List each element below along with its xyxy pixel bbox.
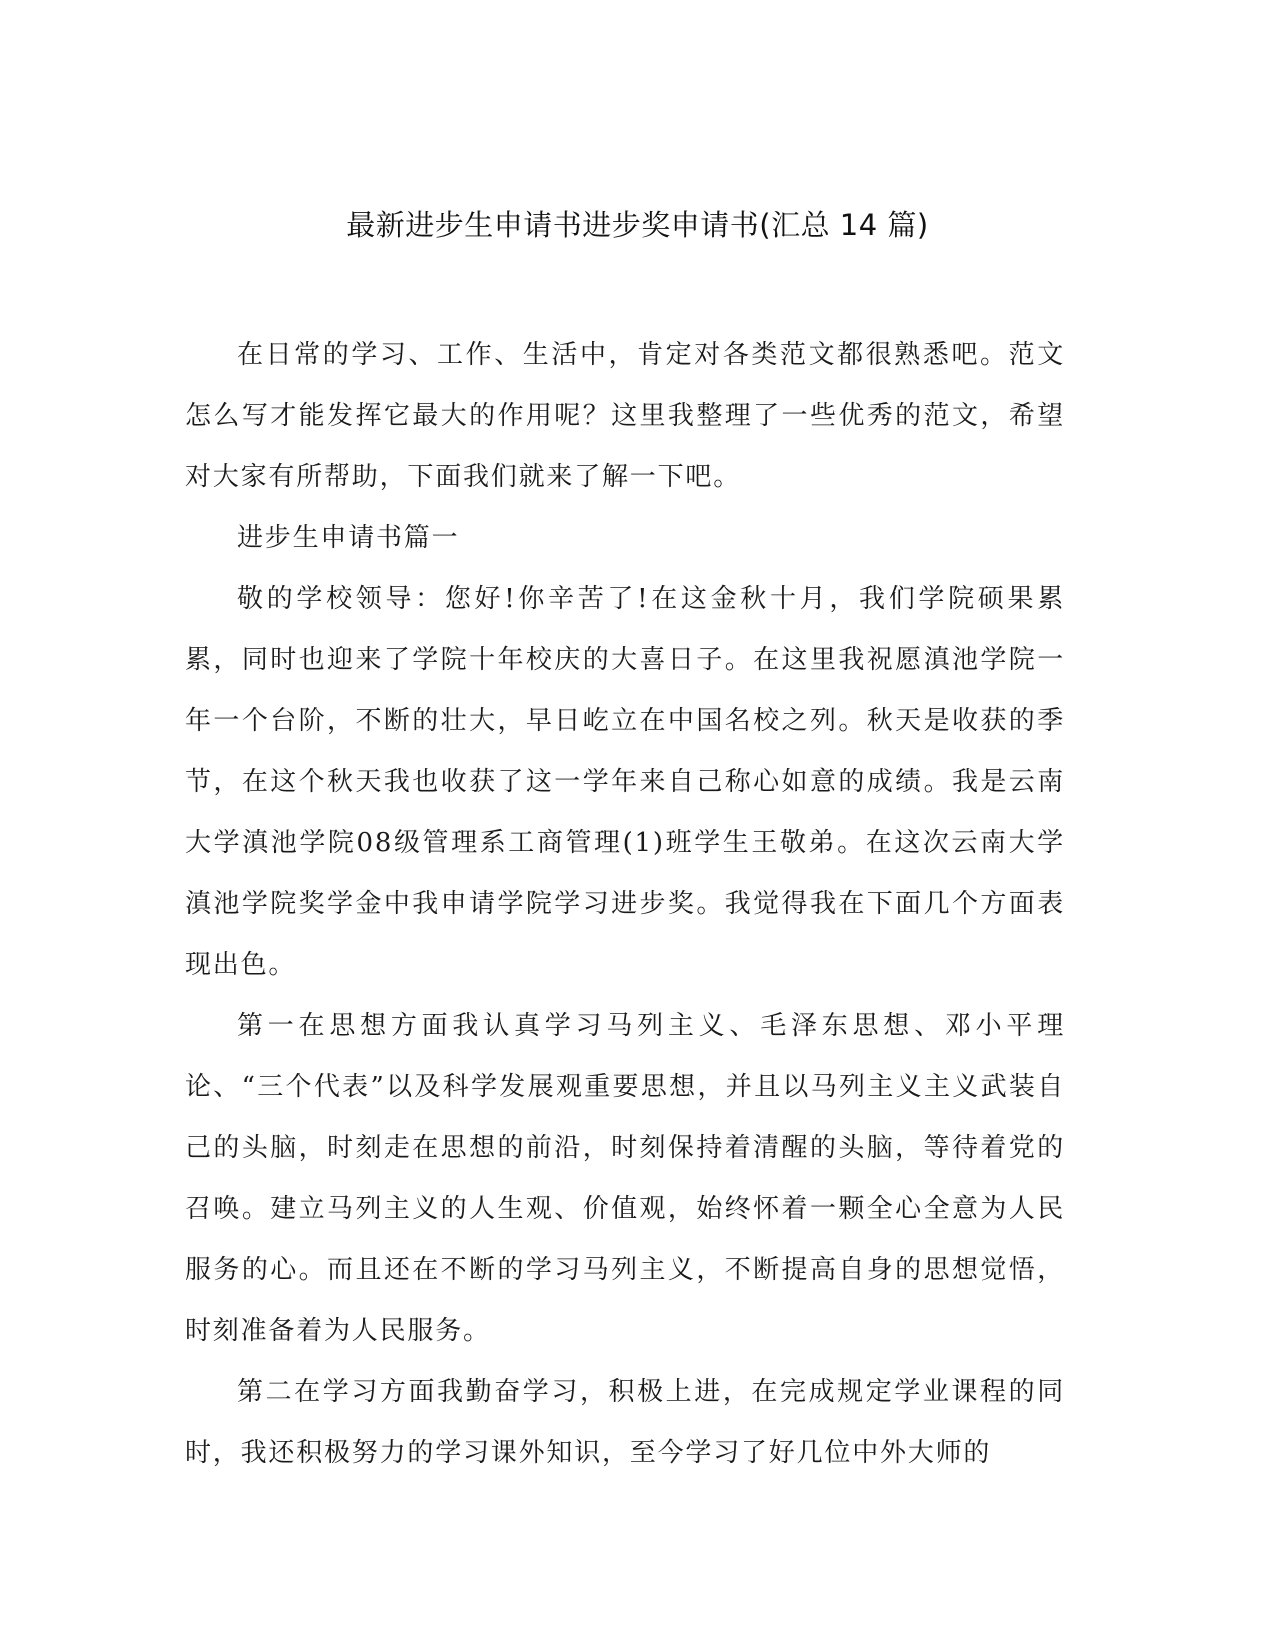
body-paragraph: 第一在思想方面我认真学习马列主义、毛泽东思想、邓小平理论、“三个代表”以及科学发展观重要思想，并且以马列主义主义武装自己的头脑，时刻走在思想的前沿，时刻保持着清醒的头脑，等待着党的召唤。建立马列主义的人生观、价值观，始终怀着一颗全心全意为人民服务的心。而且还在不断的学习马列主义，不断提高自身的思想觉悟，时刻准备着为人民服务。 [185,1011,1065,1346]
document-body [185,325,1065,1484]
body-paragraph: 第二在学习方面我勤奋学习，积极上进，在完成规定学业课程的同时，我还积极努力的学习课外知识，至今学习了好几位中外大师的 [185,1377,1065,1468]
document-title: 最新进步生申请书进步奖申请书(汇总 14 篇) [346,208,929,242]
body-paragraph: 敬的学校领导：您好!你辛苦了!在这金秋十月，我们学院硕果累累，同时也迎来了学院十年校庆的大喜日子。在这里我祝愿滇池学院一年一个台阶，不断的壮大，早日屹立在中国名校之列。秋天是收获的季节，在这个秋天我也收获了这一学年来自己称心如意的成绩。我是云南大学滇池学院08级管理系工商管理(1)班学生王敬弟。在这次云南大学滇池学院奖学金中我申请学院学习进步奖。我觉得我在下面几个方面表现出色。 [185,584,1065,980]
intro-paragraph: 在日常的学习、工作、生活中，肯定对各类范文都很熟悉吧。范文怎么写才能发挥它最大的作用呢？这里我整理了一些优秀的范文，希望对大家有所帮助，下面我们就来了解一下吧。 [185,340,1065,492]
section-heading: 进步生申请书篇一 [237,523,460,553]
